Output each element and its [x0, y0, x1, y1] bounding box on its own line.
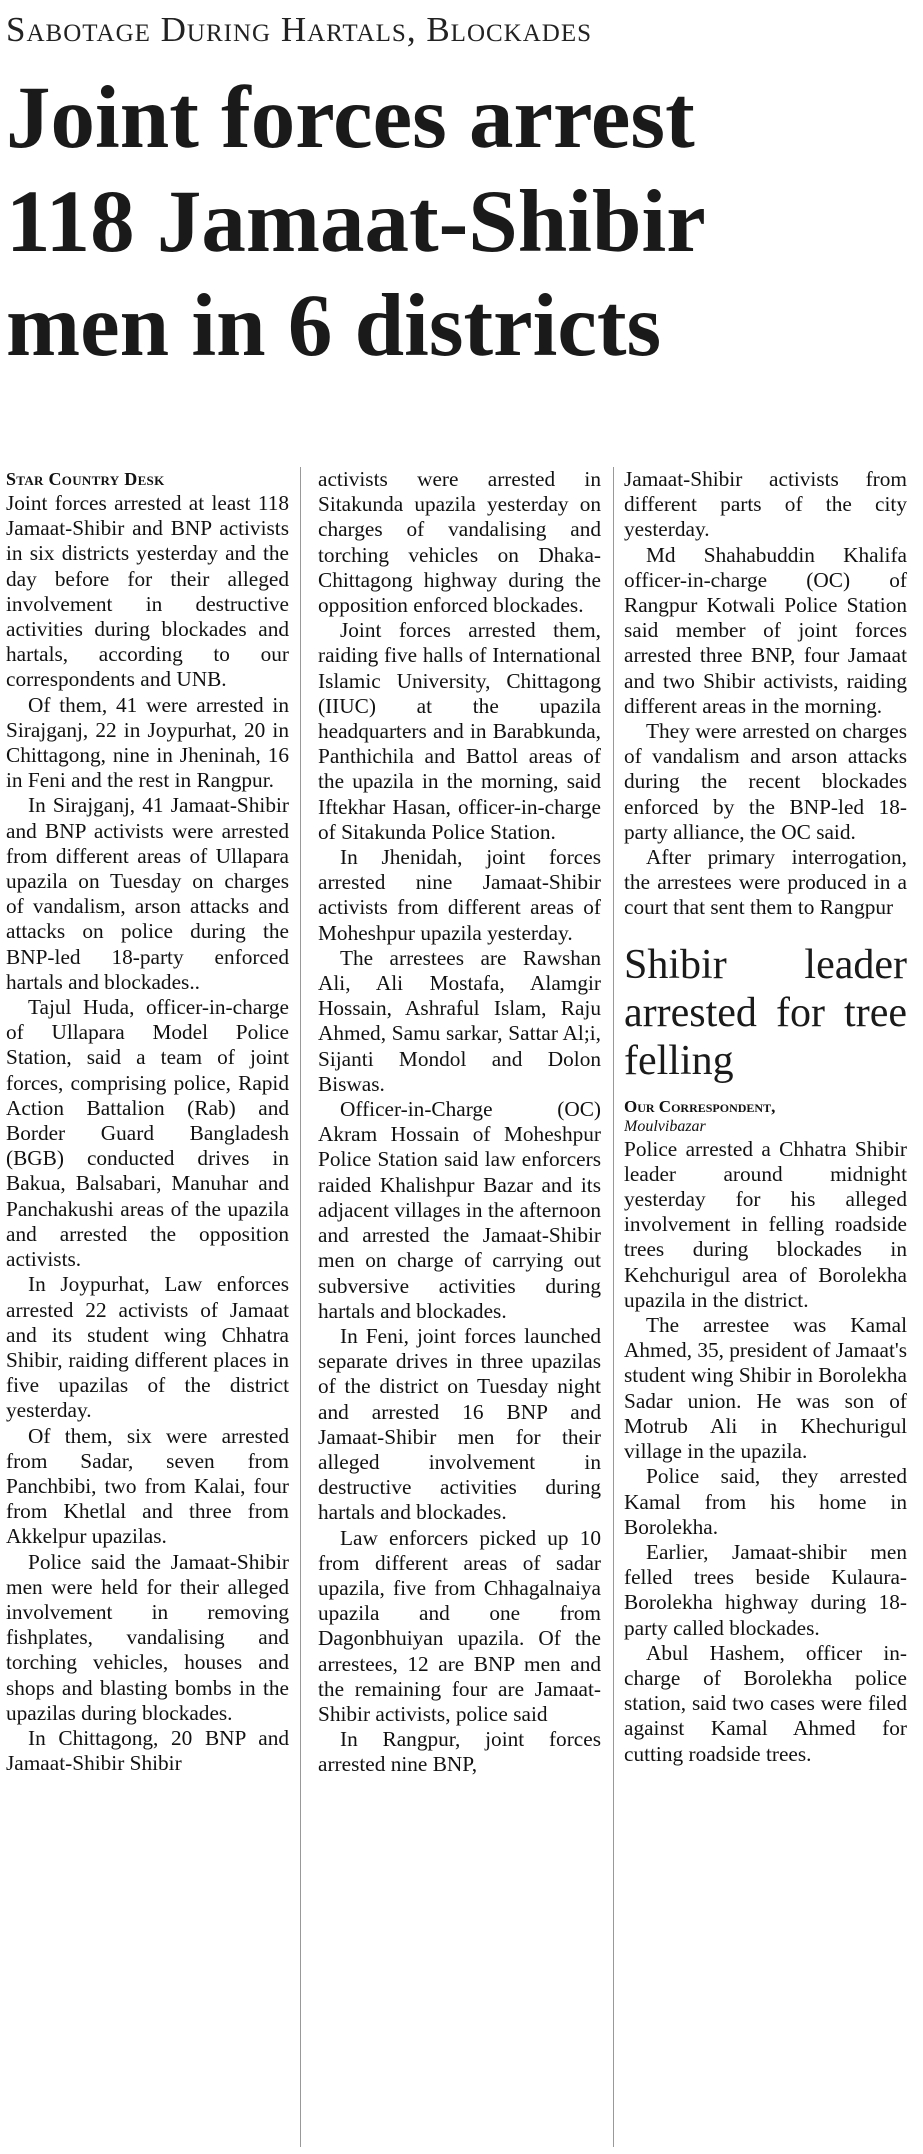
headline-line-3: men in 6 districts [6, 277, 662, 375]
col2-para: In Feni, joint forces launched separate drives in three upazilas of the district on Tuesday night and arrested 16 BNP and Jamaat-Shibir men for their alleged involvement in destructive activities during hartals and blockades. [318, 1323, 601, 1525]
col1-para: Joint forces arrested at least 118 Jamaat-Shibir and BNP activists in six districts yesterday and the day before for their alleged involvement in destructive activities during blockades and hartals, according to our correspondents and UNB. [6, 491, 289, 692]
col2-para: activists were arrested in Sitakunda upazila yesterday on charges of vandalising and torching vehicles on Dhaka-Chittagong highway during the opposition enforced blockades. [318, 467, 601, 618]
side-story-headline: Shibir leader arrested for tree felling [624, 941, 907, 1084]
col2-para: Joint forces arrested them, raiding five halls of International Islamic University, Chittagong (IIUC) at the upazila headquarters and in Barabkunda, Panthichila and Battol areas of the upazila in the morning, said Iftekhar Hasan, officer-in-charge of Sitakunda Police Station. [318, 618, 601, 844]
col2-para: Officer-in-Charge (OC) Akram Hossain of Moheshpur Police Station said law enforcers raided Khalishpur Bazar and its adjacent villages in the afternoon and arrested the Jamaat-Shibir men on charge of carrying out subversive activities during hartals and blockades. [318, 1097, 601, 1323]
side-story-para: Earlier, Jamaat-shibir men felled trees beside Kulaura-Borolekha highway during 18-party called blockades. [624, 1539, 907, 1640]
col2-para: The arrestees are Rawshan Ali, Ali Mostafa, Alamgir Hossain, Ashraful Islam, Raju Ahmed, Samu sarkar, Sattar Al;i, Sijanti Mondol and Dolon Biswas. [318, 945, 601, 1096]
headline-line-2: 118 Jamaat-Shibir [6, 173, 706, 271]
side-story-place: Moulvibazar [624, 1117, 706, 1135]
col2-para: In Jhenidah, joint forces arrested nine Jamaat-Shibir activists from different areas of Moheshpur upazila yesterday. [318, 845, 601, 945]
col1-para: In Joypurhat, Law enforces arrested 22 activists of Jamaat and its student wing Chhatra Shibir, raiding different places in five upazilas of the district yesterday. [6, 1272, 289, 1423]
side-story-para: Police said, they arrested Kamal from his home in Borolekha. [624, 1464, 907, 1539]
side-story-para: The arrestee was Kamal Ahmed, 35, president of Jamaat's student wing Shibir in Borolekha Sadar union. He was son of Motrub Ali in Khechurigul village in the upazila. [624, 1313, 907, 1464]
col3-para: After primary interrogation, the arrestees were produced in a court that sent them to Rangpur [624, 845, 907, 920]
column-rule-2 [613, 467, 614, 2147]
main-byline: Star Country Desk [6, 469, 165, 489]
col1-para: Tajul Huda, officer-in-charge of Ullapara Model Police Station, said a team of joint forces, comprising police, Rapid Action Battalion (Rab) and Border Guard Bangladesh (BGB) conducted drives in Bakua, Balsabari, Manuhar and Panchakushi areas of the upazila and arrested the opposition activists. [6, 995, 289, 1272]
side-story-para: Abul Hashem, officer in-charge of Borolekha police station, said two cases were filed against Kamal Ahmed for cutting roadside trees. [624, 1640, 907, 1766]
headline [6, 66, 918, 378]
col2-para: Law enforcers picked up 10 from different areas of sadar upazila, five from Chhagalnaiya upazila and one from Dagonbhuiyan upazila. Of the arrestees, 12 are BNP men and the remaining four are Jamaat-Shibir activists, police said [318, 1525, 601, 1726]
col1-para: Police said the Jamaat-Shibir men were held for their alleged involvement in removing fishplates, vandalising and torching vehicles, houses and shops and blasting bombs in the upazilas during blockades. [6, 1549, 289, 1725]
headline-line-1: Joint forces arrest [6, 69, 695, 167]
col1-para: In Chittagong, 20 BNP and Jamaat-Shibir Shibir [6, 1725, 289, 1776]
article-column-3 [624, 467, 907, 2149]
col2-para: In Rangpur, joint forces arrested nine BNP, [318, 1727, 601, 1777]
col1-para: Of them, six were arrested from Sadar, seven from Panchbibi, two from Kalai, four from Khetlal and three from Akkelpur upazilas. [6, 1423, 289, 1549]
article-column-1 [6, 467, 289, 2149]
article-column-2 [318, 467, 601, 2149]
col1-para: In Sirajganj, 41 Jamaat-Shibir and BNP activists were arrested from different areas of Ullapara upazila on Tuesday on charges of vandalism, arson attacks and attacks on police during the BNP-led 18-party enforced hartals and blockades.. [6, 793, 289, 994]
column-rule-1 [300, 467, 301, 2147]
side-story-byline: Our Correspondent, [624, 1096, 776, 1116]
col1-para: Of them, 41 were arrested in Sirajganj, 22 in Joypurhat, 20 in Chittagong, nine in Jheninah, 16 in Feni and the rest in Rangpur. [6, 692, 289, 793]
col3-para: Md Shahabuddin Khalifa officer-in-charge (OC) of Rangpur Kotwali Police Station said member of joint forces arrested three BNP, four Jamaat and two Shibir activists, raiding different areas in the morning. [624, 542, 907, 718]
col3-para: Jamaat-Shibir activists from different parts of the city yesterday. [624, 467, 907, 542]
kicker: Sabotage During Hartals, Blockades [6, 10, 593, 49]
col3-para: They were arrested on charges of vandalism and arson attacks during the recent blockades enforced by the BNP-led 18-party alliance, the OC said. [624, 719, 907, 844]
side-story-para: Police arrested a Chhatra Shibir leader around midnight yesterday for his alleged involvement in felling roadside trees during blockades in Kehchurigul area of Borolekha upazila in the district. [624, 1136, 907, 1312]
